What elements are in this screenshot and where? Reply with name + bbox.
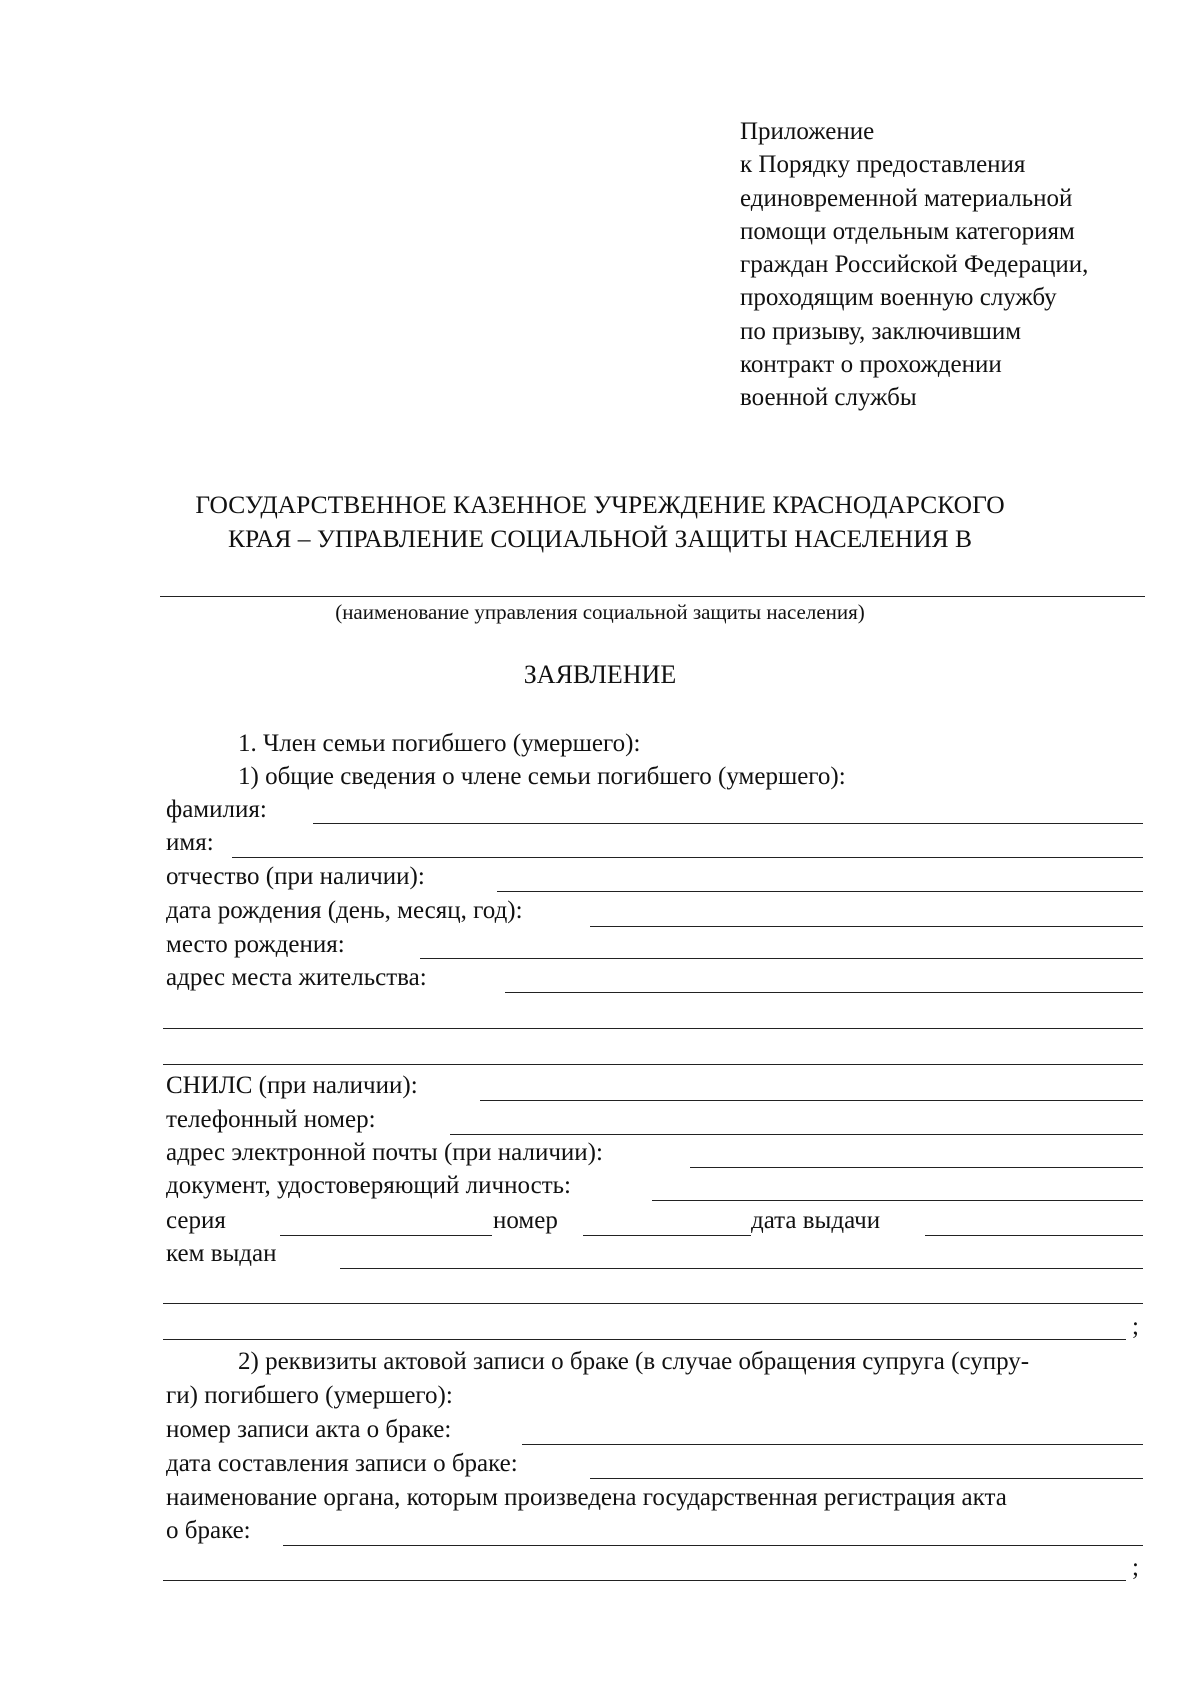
appendix-line: по призыву, заключившим — [740, 317, 1022, 345]
id-document-field[interactable] — [652, 1200, 1143, 1201]
email-label: адрес электронной почты (при наличии): — [166, 1139, 603, 1166]
section-2-heading-line-2: ги) погибшего (умершего): — [166, 1382, 453, 1409]
appendix-line: помощи отдельным категориям — [740, 217, 1075, 245]
issued-by-field-line-3[interactable] — [163, 1339, 1126, 1340]
phone-field[interactable] — [450, 1134, 1143, 1135]
number-field[interactable] — [583, 1235, 751, 1236]
appendix-line: контракт о прохождении — [740, 351, 1002, 379]
surname-label: фамилия: — [166, 796, 267, 823]
phone-label: телефонный номер: — [166, 1106, 376, 1133]
issue-date-field[interactable] — [925, 1235, 1143, 1236]
patronymic-field[interactable] — [497, 891, 1143, 892]
section-1-heading: 1. Член семьи погибшего (умершего): — [238, 730, 641, 757]
series-label: серия — [166, 1207, 226, 1234]
patronymic-label: отчество (при наличии): — [166, 863, 425, 890]
record-date-label: дата составления записи о браке: — [166, 1450, 518, 1477]
issued-by-field[interactable] — [340, 1268, 1143, 1269]
record-number-field[interactable] — [522, 1444, 1143, 1445]
appendix-line: к Порядку предоставления — [740, 151, 1026, 179]
surname-field[interactable] — [313, 823, 1143, 824]
issued-by-field-line-2[interactable] — [163, 1303, 1143, 1304]
issued-by-label: кем выдан — [166, 1240, 277, 1267]
address-label: адрес места жительства: — [166, 964, 427, 991]
snils-field[interactable] — [480, 1100, 1143, 1101]
issue-date-label: дата выдачи — [751, 1207, 881, 1234]
section-1-end-mark: ; — [1132, 1313, 1139, 1340]
organization-caption: (наименование управления социальной защиты населения) — [335, 600, 865, 624]
appendix-line: Приложение — [740, 118, 875, 145]
number-label: номер — [493, 1207, 558, 1234]
appendix-line: единовременной материальной — [740, 184, 1073, 212]
id-document-label: документ, удостоверяющий личность: — [166, 1172, 571, 1199]
record-date-field[interactable] — [590, 1478, 1143, 1479]
authority-label-line-1: наименование органа, которым произведена государственная регистрация акта — [166, 1484, 1007, 1511]
name-label: имя: — [166, 829, 214, 856]
authority-field[interactable] — [283, 1545, 1143, 1546]
authority-label-line-2: о браке: — [166, 1517, 251, 1544]
appendix-line: граждан Российской Федерации, — [740, 251, 1089, 279]
appendix-line: военной службы — [740, 384, 917, 412]
section-2-heading-line-1: 2) реквизиты актовой записи о браке (в случае обращения супруга (супру- — [238, 1348, 1030, 1375]
birth-date-field[interactable] — [590, 926, 1143, 927]
series-field[interactable] — [280, 1235, 492, 1236]
email-field[interactable] — [690, 1167, 1143, 1168]
snils-label: СНИЛС (при наличии): — [166, 1072, 418, 1099]
section-1-subheading: 1) общие сведения о члене семьи погибшего (умершего): — [238, 763, 846, 790]
appendix-block — [740, 115, 1088, 415]
birth-place-label: место рождения: — [166, 931, 345, 958]
appendix-line: проходящим военную службу — [740, 284, 1057, 312]
address-field-line-2[interactable] — [163, 1028, 1143, 1029]
authority-field-line-2[interactable] — [163, 1580, 1126, 1581]
document-title: ЗАЯВЛЕНИЕ — [523, 660, 677, 689]
organization-line-1: ГОСУДАРСТВЕННОЕ КАЗЕННОЕ УЧРЕЖДЕНИЕ КРАСНОДАРСКОГО — [195, 490, 1005, 519]
address-field[interactable] — [505, 992, 1143, 993]
birth-date-label: дата рождения (день, месяц, год): — [166, 897, 523, 924]
organization-line-2: КРАЯ – УПРАВЛЕНИЕ СОЦИАЛЬНОЙ ЗАЩИТЫ НАСЕЛЕНИЯ В — [228, 524, 972, 553]
address-field-line-3[interactable] — [163, 1064, 1143, 1065]
organization-name-field[interactable] — [160, 596, 1145, 597]
birth-place-field[interactable] — [420, 958, 1143, 959]
section-2-end-mark: ; — [1132, 1554, 1139, 1581]
record-number-label: номер записи акта о браке: — [166, 1416, 452, 1443]
name-field[interactable] — [232, 857, 1143, 858]
